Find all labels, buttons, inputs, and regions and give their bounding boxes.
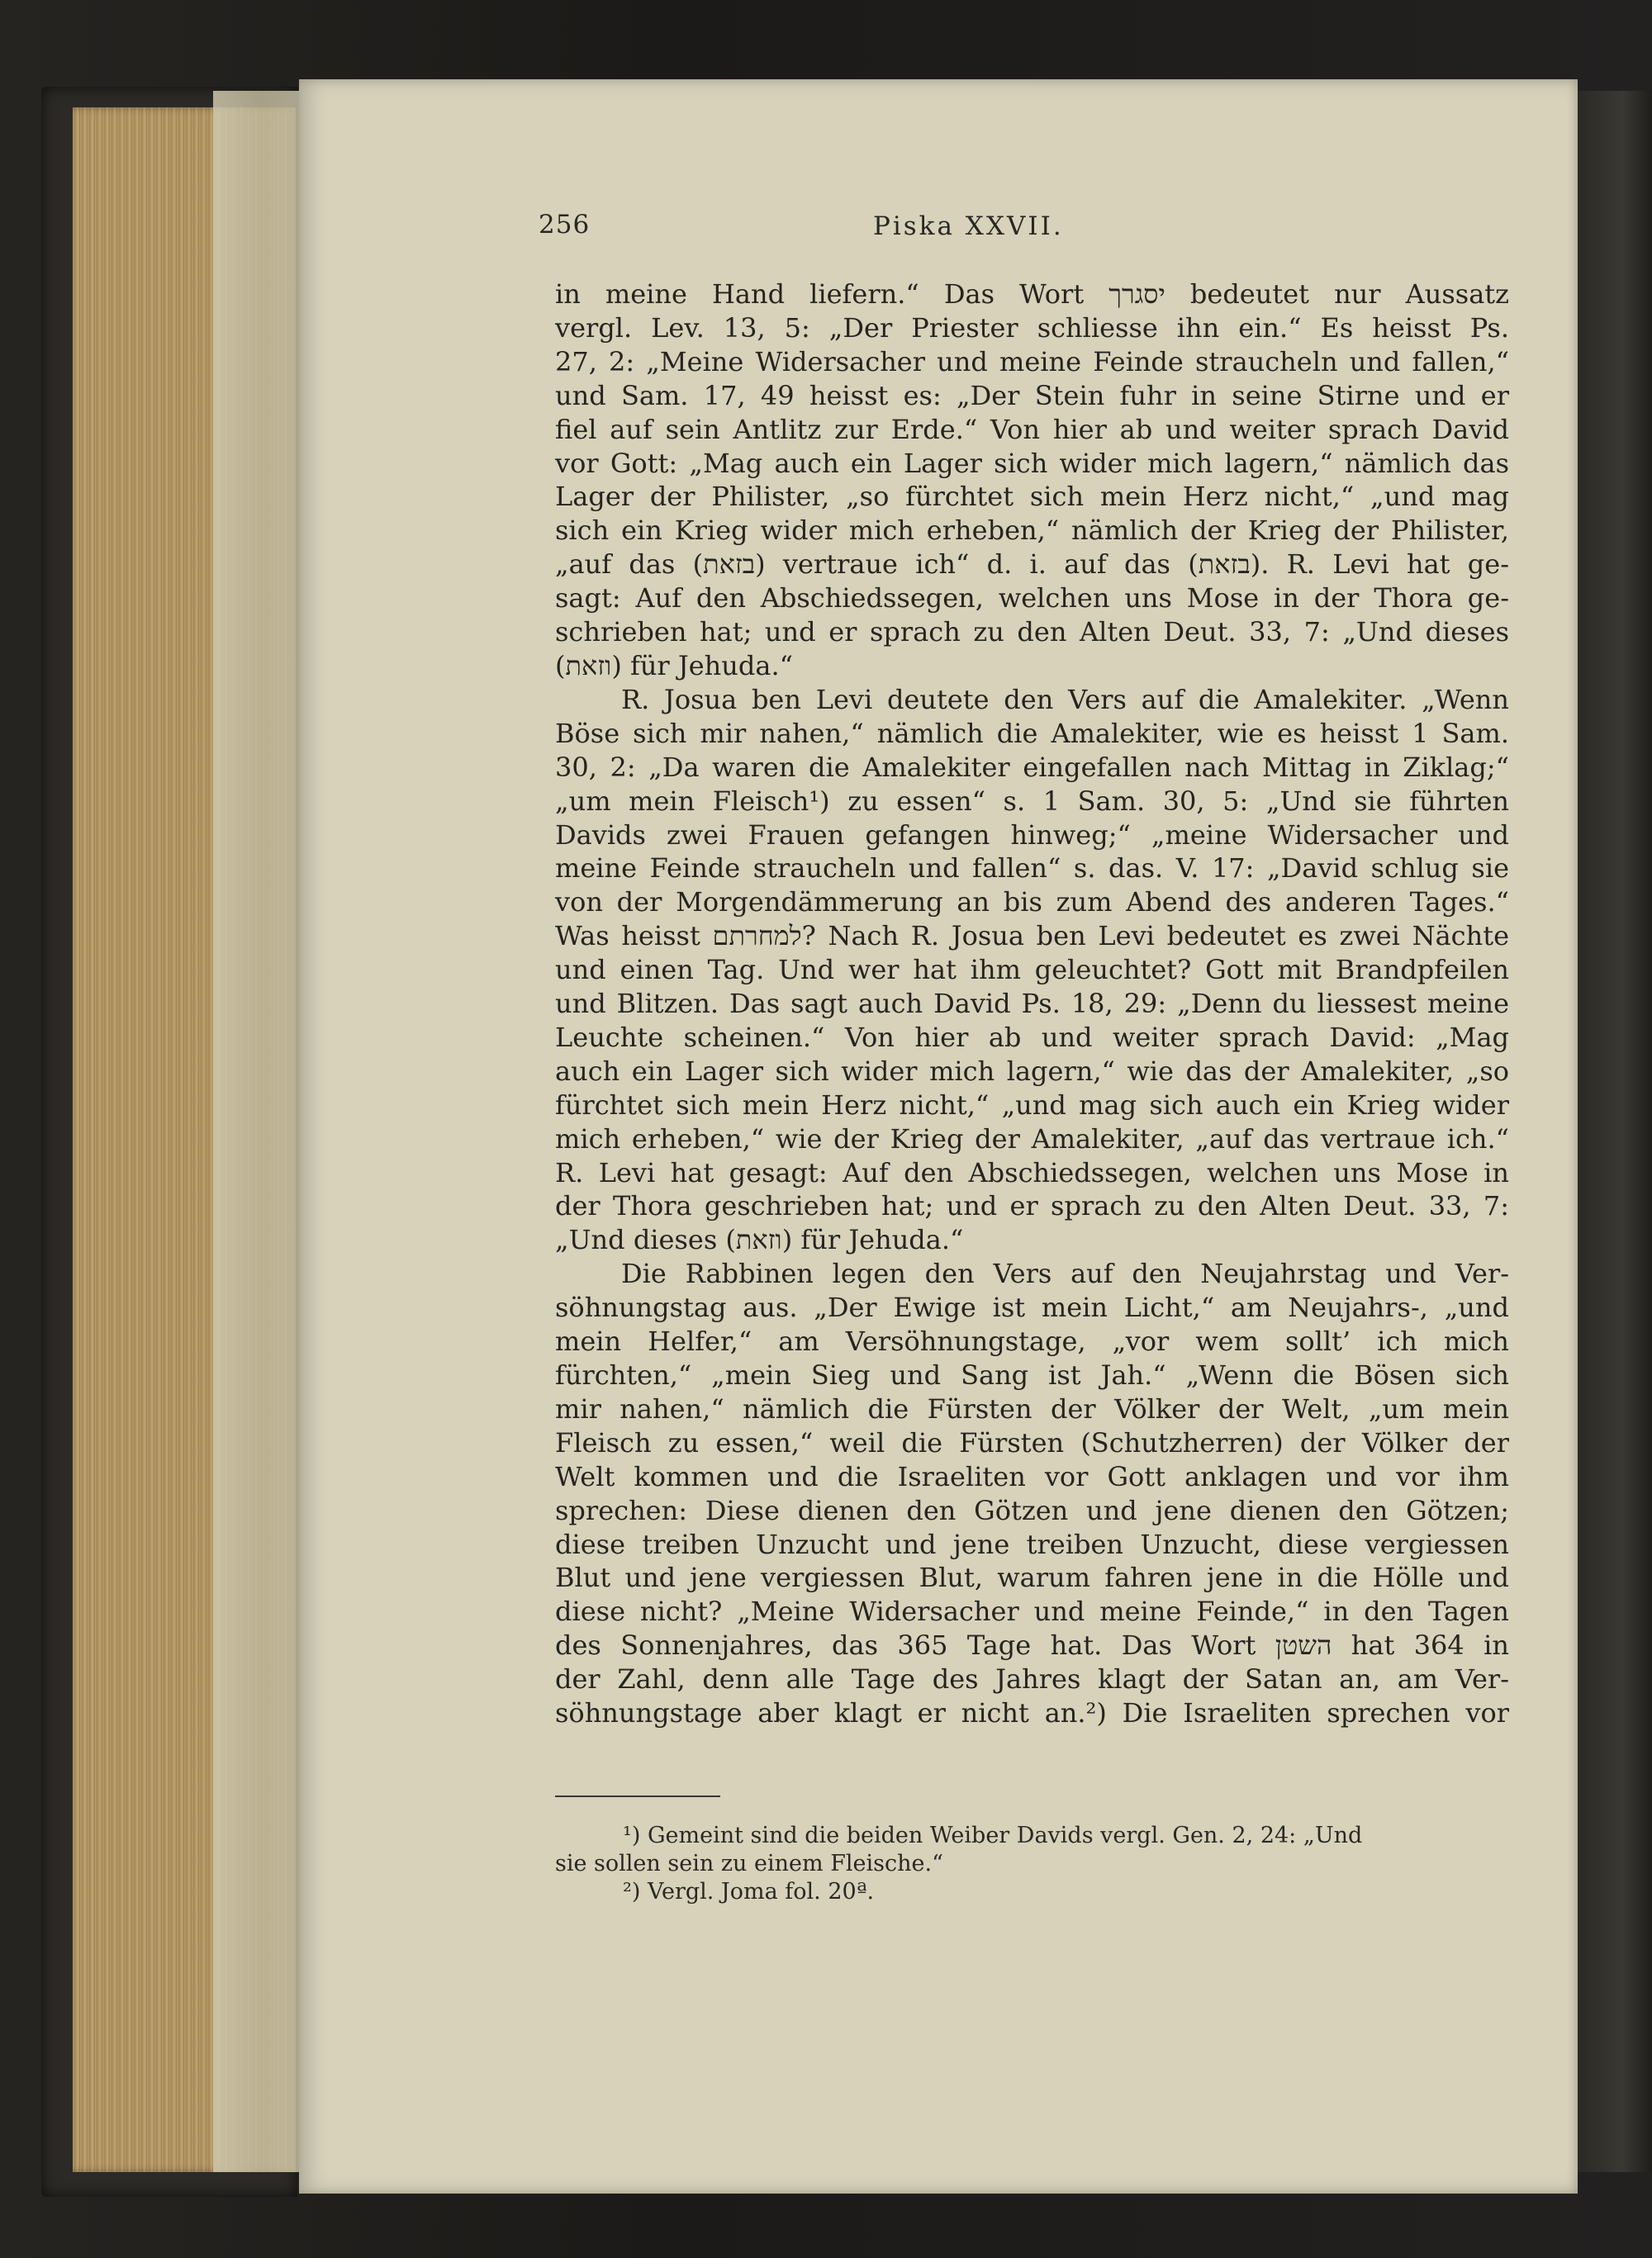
text-line: R. Josua ben Levi deutete den Vers auf die Amalekiter. „Wenn [621,683,1509,715]
text-line: der Zahl, denn alle Tage des Jahres klagt der Satan an, am Ver- [555,1663,1509,1696]
text-line: sagt: Auf den Abschiedssegen, welchen uns Mose in der Thora ge- [555,582,1509,614]
text-line: schrieben hat; und er sprach zu den Alten Deut. 33, 7: „Und dieses [555,616,1509,648]
page-number: 256 [539,210,591,240]
footnote-line: ¹) Gemeint sind die beiden Weiber Davids vergl. Gen. 2, 24: „Und [623,1823,1363,1848]
running-title: Piska XXVII. [873,211,1064,241]
text-line: und Blitzen. Das sagt auch David Ps. 18, 29: „Denn du liessest meine [555,988,1509,1020]
text-line: meine Feinde straucheln und fallen“ s. das. V. 17: „David schlug sie [555,852,1509,885]
text-line: fürchten,“ „mein Sieg und Sang ist Jah.“ „Wenn die Bösen sich [555,1359,1509,1391]
text-line: „Und dieses (וזאת) für Jehuda.“ [555,1224,964,1256]
text-line: von der Morgendämmerung an bis zum Abend des anderen Tages.“ [555,886,1509,918]
page-header [539,210,1497,251]
book-page [299,79,1578,2194]
text-line: Die Rabbinen legen den Vers auf den Neujahrstag und Ver- [621,1258,1509,1290]
text-line: des Sonnenjahres, das 365 Tage hat. Das Wort השטן hat 364 in [555,1629,1510,1662]
text-line: R. Levi hat gesagt: Auf den Abschiedssegen, welchen uns Mose in [555,1156,1509,1188]
bleed-through-page [213,91,312,2172]
text-line: Böse sich mir nahen,“ nämlich die Amalekiter, wie es heisst 1 Sam. [555,717,1509,749]
text-line: söhnungstag aus. „Der Ewige ist mein Licht,“ am Neujahrs-, „und [555,1292,1509,1324]
text-line: vor Gott: „Mag auch ein Lager sich wider mich lagern,“ nämlich das [555,447,1509,479]
footnote-line: ²) Vergl. Joma fol. 20ª. [623,1879,875,1905]
footnote-rule [555,1795,720,1797]
book-cover-right [1578,91,1652,2172]
text-line: in meine Hand liefern.“ Das Wort יסגרך bedeutet nur Aussatz [555,278,1510,310]
text-line: 27, 2: „Meine Widersacher und meine Feinde straucheln und fallen,“ [555,345,1509,377]
text-line: vergl. Lev. 13, 5: „Der Priester schliesse ihn ein.“ Es heisst Ps. [555,311,1509,344]
footnotes [555,1822,1509,1906]
text-line: und Sam. 17, 49 heisst es: „Der Stein fuhr in seine Stirne und er [555,379,1509,411]
text-line: 30, 2: „Da waren die Amalekiter eingefallen nach Mittag in Ziklag;“ [555,751,1509,783]
text-line: söhnungstage aber klagt er nicht an.²) Die Israeliten sprechen vor [555,1697,1509,1729]
text-line: mich erheben,“ wie der Krieg der Amalekiter, „auf das vertraue ich.“ [555,1122,1509,1155]
text-line: Leuchte scheinen.“ Von hier ab und weiter sprach David: „Mag [555,1021,1509,1053]
text-line: Davids zwei Frauen gefangen hinweg;“ „meine Widersacher und [555,818,1509,851]
text-line: (וזאת) für Jehuda.“ [555,649,793,681]
text-line: Blut und jene vergiessen Blut, warum fahren jene in die Hölle und [555,1562,1509,1594]
text-line: diese treiben Unzucht und jene treiben Unzucht, diese vergiessen [555,1528,1509,1560]
text-line: Fleisch zu essen,“ weil die Fürsten (Schutzherren) der Völker der [555,1426,1509,1459]
text-line: fürchtet sich mein Herz nicht,“ „und mag sich auch ein Krieg wider [555,1089,1509,1121]
text-line: und einen Tag. Und wer hat ihm geleuchtet? Gott mit Brandpfeilen [555,954,1509,986]
text-line: mein Helfer,“ am Versöhnungstage, „vor wem sollt’ ich mich [555,1326,1509,1358]
footnote-line: sie sollen sein zu einem Fleische.“ [555,1851,943,1876]
text-line: auch ein Lager sich wider mich lagern,“ wie das der Amalekiter, „so [555,1055,1509,1087]
text-line: der Thora geschrieben hat; und er sprach zu den Alten Deut. 33, 7: [555,1190,1509,1222]
text-line: mir nahen,“ nämlich die Fürsten der Völker der Welt, „um mein [555,1392,1509,1425]
text-line: „um mein Fleisch¹) zu essen“ s. 1 Sam. 30, 5: „Und sie führten [555,785,1509,817]
text-line: sprechen: Diese dienen den Götzen und jene dienen den Götzen; [555,1494,1509,1526]
text-line: fiel auf sein Antlitz zur Erde.“ Von hier ab und weiter sprach David [555,413,1509,445]
text-line: Was heisst למחרתם? Nach R. Josua ben Levi bedeutet es zwei Nächte [555,920,1510,952]
text-line: Lager der Philister, „so fürchtet sich mein Herz nicht,“ „und mag [555,481,1509,513]
text-line: Welt kommen und die Israeliten vor Gott anklagen und vor ihm [555,1460,1509,1492]
text-line: „auf das (בזאת) vertraue ich“ d. i. auf das (בזאת). R. Levi hat ge- [555,548,1510,581]
body-text [555,278,1509,1730]
text-line: sich ein Krieg wider mich erheben,“ nämlich der Krieg der Philister, [555,515,1509,547]
text-line: diese nicht? „Meine Widersacher und meine Feinde,“ in den Tagen [555,1596,1509,1628]
